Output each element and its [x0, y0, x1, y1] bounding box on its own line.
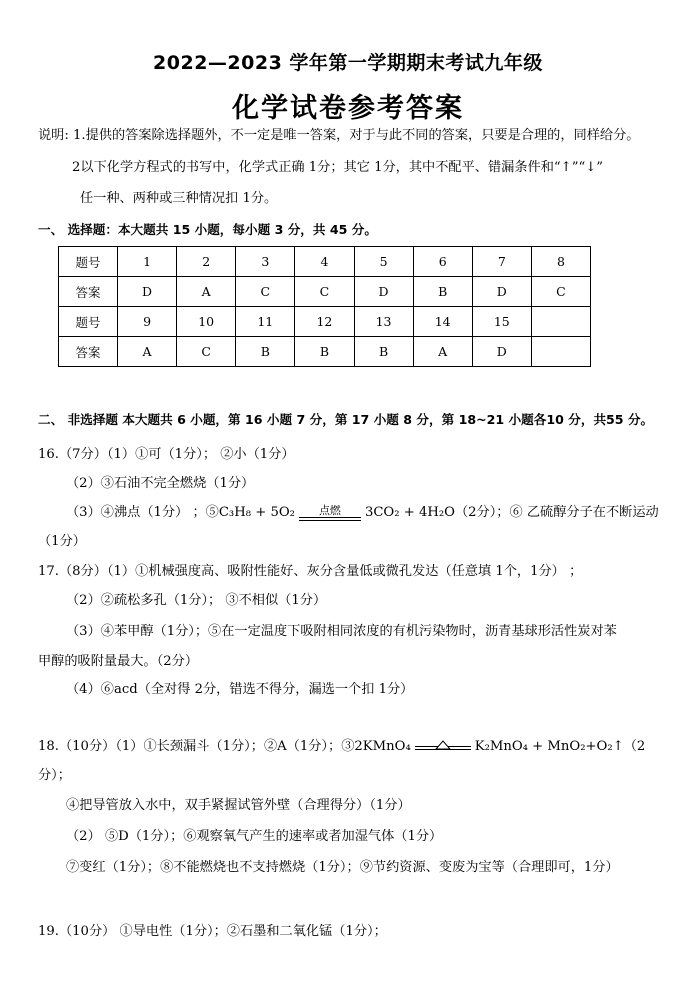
answer-cell: 14 — [413, 307, 472, 337]
q17-line-5: （4）⑥acd（全对得 2分，错选不得分，漏选一个扣 1分） — [66, 682, 414, 697]
note-line-2: 2以下化学方程式的书写中，化学式正确 1分；其它 1分，其中不配平、错漏条件和“↑”“↓” — [72, 160, 603, 175]
row-label: 题号 — [59, 307, 118, 337]
q18-line-5: ⑦变红（1分）；⑧不能燃烧也不支持燃烧（1分）；⑨节约资源、变废为宝等（合理即可，1分） — [66, 860, 619, 875]
answer-cell: C — [295, 277, 354, 307]
q16-line-3b: 3CO₂ + 4H₂O（2分）；⑥ 乙硫醇分子在不断运动 — [364, 505, 659, 520]
answer-table-row — [59, 337, 591, 367]
q17-line-2: （2）②疏松多孔（1分）； ③不相似（1分） — [66, 593, 327, 608]
answer-cell: B — [236, 337, 295, 367]
heat-equals-sign — [415, 742, 471, 752]
answer-cell: D — [472, 337, 531, 367]
q16-line-3 — [66, 503, 659, 523]
answer-cell: 3 — [236, 247, 295, 277]
q18-line-3: ④把导管放入水中，双手紧握试管外壁（合理得分）（1分） — [66, 798, 411, 813]
section-1-heading: 一、 选择题：本大题共 15 小题，每小题 3 分，共 45 分。 — [38, 222, 377, 237]
answer-key-title: 化学试卷参考答案 — [232, 93, 464, 124]
answer-cell: 7 — [472, 247, 531, 277]
answer-cell: 11 — [236, 307, 295, 337]
answer-cell: 5 — [354, 247, 413, 277]
ignite-equals-sign — [299, 505, 361, 521]
answer-cell: 15 — [472, 307, 531, 337]
exam-title: 2022—2023 学年第一学期期末考试九年级 — [153, 52, 543, 74]
q17-line-1: 17.（8分）（1）①机械强度高、吸附性能好、灰分含量低或微孔发达（任意填 1个，1分） ； — [38, 564, 583, 579]
q16-line-3a: （3）④沸点（1分） ；⑤C₃H₈ + 5O₂ — [66, 505, 295, 520]
answer-cell: D — [118, 277, 177, 307]
answer-cell: 8 — [531, 247, 590, 277]
answer-cell — [531, 337, 590, 367]
q16-line-1: 16.（7分）（1）①可（1分）； ②小（1分） — [38, 447, 295, 462]
q16-line-4: （1分） — [38, 534, 86, 549]
q18-line-4: （2） ⑤D（1分）；⑥观察氧气产生的速率或者加湿气体（1分） — [66, 829, 443, 844]
answer-cell: C — [531, 277, 590, 307]
answer-cell: 6 — [413, 247, 472, 277]
answer-cell: A — [177, 277, 236, 307]
q18-line-1 — [38, 737, 645, 757]
section-2-heading: 二、 非选择题 本大题共 6 小题，第 16 小题 7 分，第 17 小题 8 分，第 18~21 小题各10 分，共55 分。 — [38, 412, 654, 427]
q18-line-2: 分）； — [38, 768, 71, 783]
answer-cell: D — [472, 277, 531, 307]
answer-cell — [531, 307, 590, 337]
answer-cell: 10 — [177, 307, 236, 337]
answer-table-row — [59, 307, 591, 337]
answer-cell: A — [413, 337, 472, 367]
answer-cell: 12 — [295, 307, 354, 337]
q19-line-1: 19.（10分） ①导电性（1分）；②石墨和二氧化锰（1分）； — [38, 924, 387, 939]
answer-cell: A — [118, 337, 177, 367]
answer-cell: 2 — [177, 247, 236, 277]
answer-cell: 13 — [354, 307, 413, 337]
row-label: 答案 — [59, 277, 118, 307]
answer-cell: 4 — [295, 247, 354, 277]
answer-cell: D — [354, 277, 413, 307]
answer-cell: B — [413, 277, 472, 307]
answer-table-row — [59, 247, 591, 277]
answer-cell: B — [354, 337, 413, 367]
row-label: 题号 — [59, 247, 118, 277]
q17-line-3: （3）④苯甲醇（1分）；⑤在一定温度下吸附相同浓度的有机污染物时，沥青基球形活性炭对苯 — [66, 624, 617, 639]
q16-line-2: （2）③石油不完全燃烧（1分） — [66, 476, 255, 491]
answer-table-row — [59, 277, 591, 307]
ignite-condition: 点燃 — [318, 503, 341, 517]
note-line-3: 任一种、两种或三种情况扣 1分。 — [80, 191, 278, 206]
answer-cell: B — [295, 337, 354, 367]
row-label: 答案 — [59, 337, 118, 367]
answer-cell: C — [177, 337, 236, 367]
answer-cell: C — [236, 277, 295, 307]
answer-cell: 9 — [118, 307, 177, 337]
note-line-1: 说明: 1.提供的答案除选择题外，不一定是唯一答案，对于与此不同的答案，只要是合理的，同样给分。 — [38, 128, 640, 143]
q17-line-4: 甲醇的吸附量最大。（2分） — [38, 654, 199, 669]
q18-line-1b: K₂MnO₄ + MnO₂+O₂↑（2 — [474, 739, 646, 754]
answer-table — [58, 246, 591, 367]
q18-line-1a: 18.（10分）（1）①长颈漏斗（1分）；②A（1分）；③2KMnO₄ — [38, 739, 411, 754]
answer-cell: 1 — [118, 247, 177, 277]
